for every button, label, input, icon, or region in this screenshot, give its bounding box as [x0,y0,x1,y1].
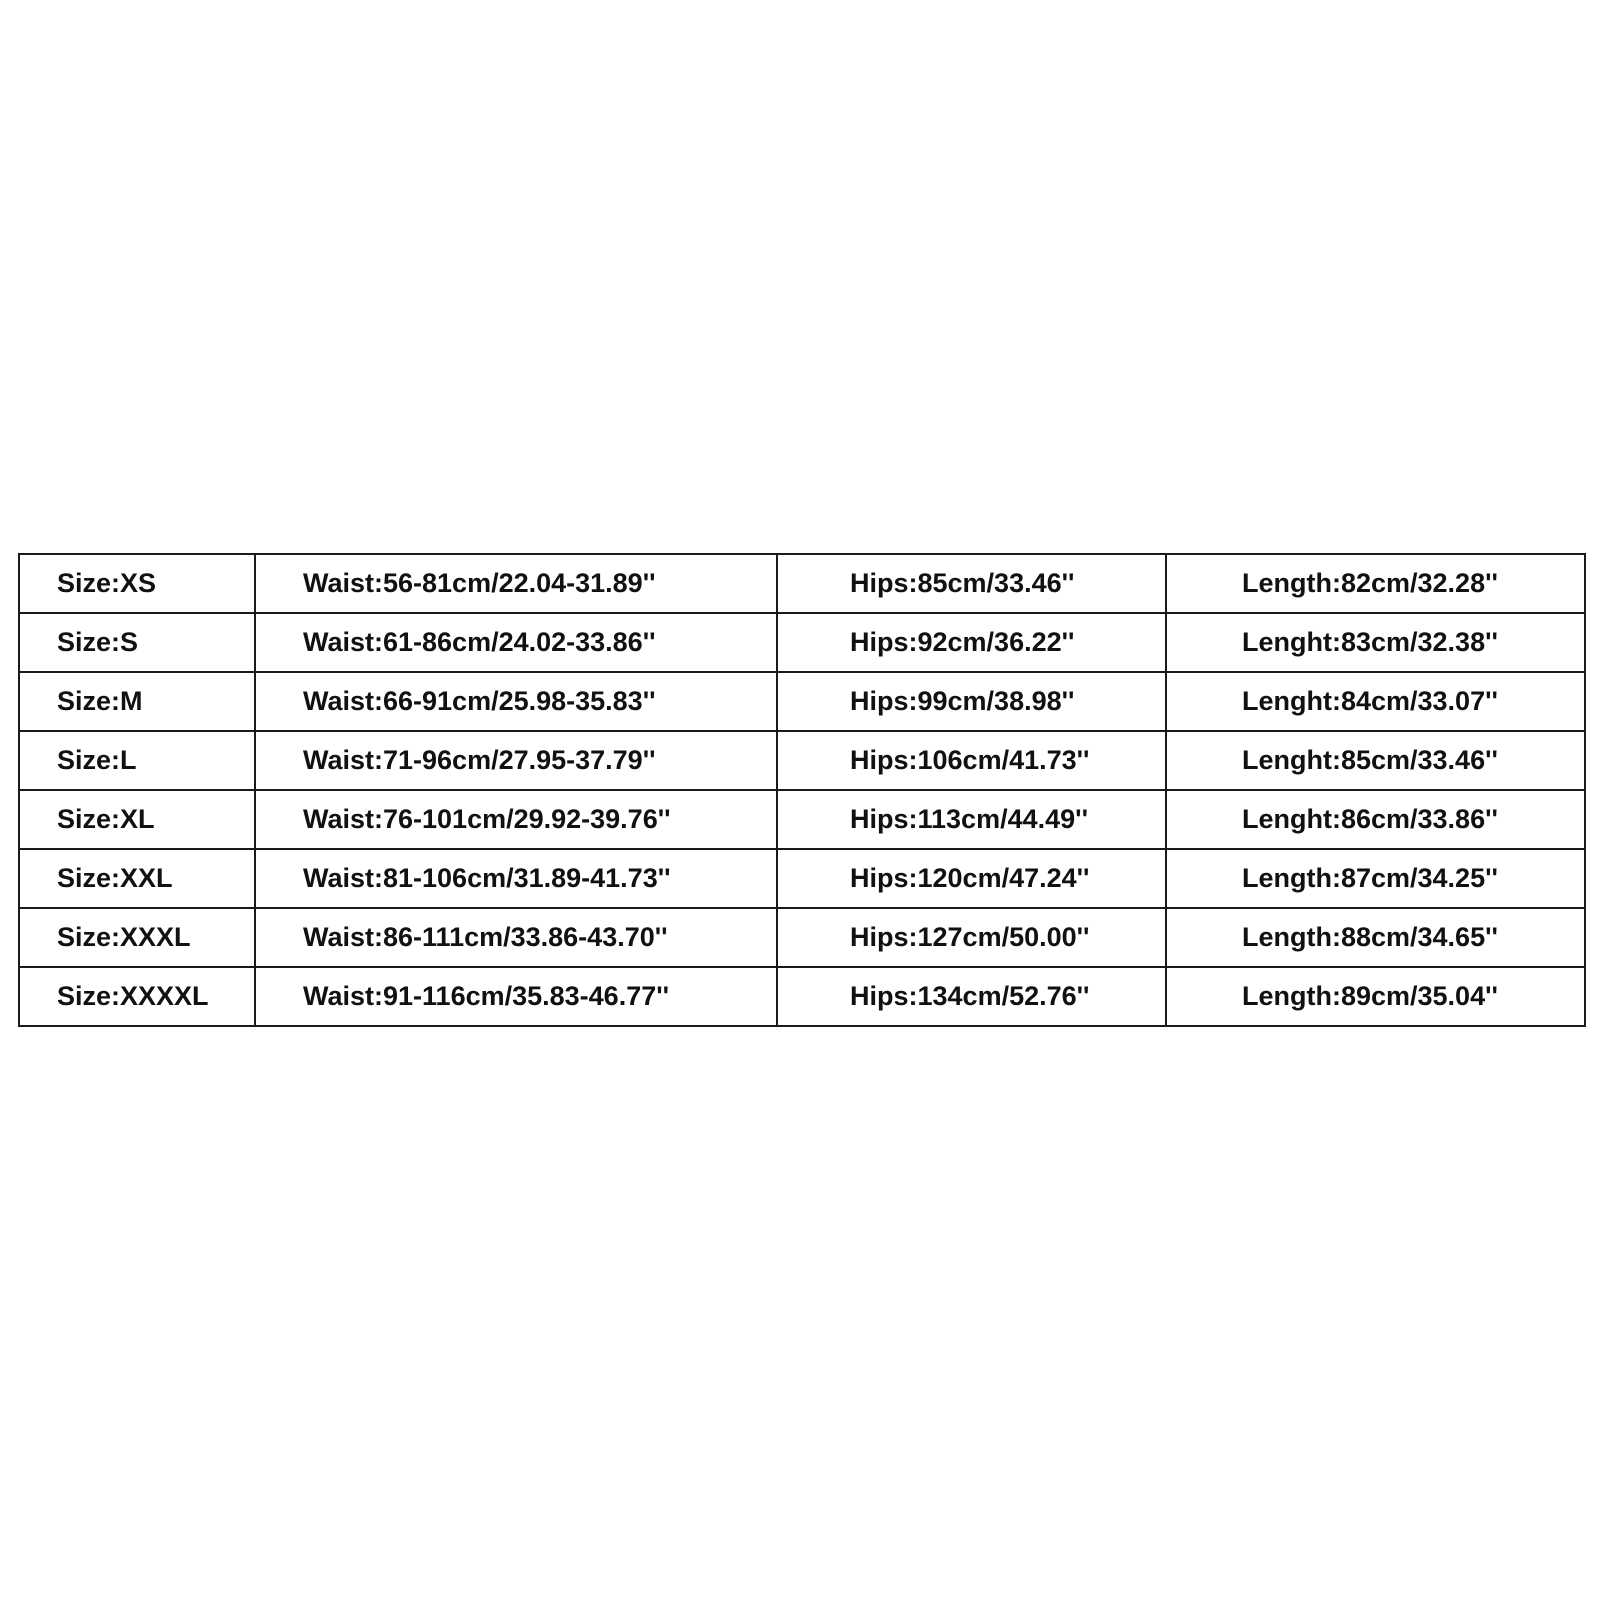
size-cell: Size:XXL [19,849,255,908]
size-cell: Size:L [19,731,255,790]
hips-cell: Hips:134cm/52.76'' [777,967,1166,1026]
waist-cell: Waist:76-101cm/29.92-39.76'' [255,790,777,849]
length-cell: Lenght:86cm/33.86'' [1166,790,1585,849]
waist-cell: Waist:81-106cm/31.89-41.73'' [255,849,777,908]
hips-cell: Hips:99cm/38.98'' [777,672,1166,731]
hips-cell: Hips:92cm/36.22'' [777,613,1166,672]
size-cell: Size:XXXL [19,908,255,967]
length-cell: Length:89cm/35.04'' [1166,967,1585,1026]
waist-cell: Waist:71-96cm/27.95-37.79'' [255,731,777,790]
length-cell: Lenght:85cm/33.46'' [1166,731,1585,790]
hips-cell: Hips:85cm/33.46'' [777,554,1166,613]
table-row [19,672,1585,731]
size-cell: Size:S [19,613,255,672]
table-row [19,908,1585,967]
length-cell: Length:82cm/32.28'' [1166,554,1585,613]
waist-cell: Waist:61-86cm/24.02-33.86'' [255,613,777,672]
waist-cell: Waist:66-91cm/25.98-35.83'' [255,672,777,731]
length-cell: Length:87cm/34.25'' [1166,849,1585,908]
waist-cell: Waist:86-111cm/33.86-43.70'' [255,908,777,967]
hips-cell: Hips:106cm/41.73'' [777,731,1166,790]
hips-cell: Hips:120cm/47.24'' [777,849,1166,908]
table-row [19,967,1585,1026]
size-cell: Size:M [19,672,255,731]
waist-cell: Waist:56-81cm/22.04-31.89'' [255,554,777,613]
length-cell: Lenght:84cm/33.07'' [1166,672,1585,731]
hips-cell: Hips:127cm/50.00'' [777,908,1166,967]
size-cell: Size:XL [19,790,255,849]
size-cell: Size:XXXXL [19,967,255,1026]
table-row [19,554,1585,613]
size-chart-table [18,553,1586,1027]
size-cell: Size:XS [19,554,255,613]
hips-cell: Hips:113cm/44.49'' [777,790,1166,849]
waist-cell: Waist:91-116cm/35.83-46.77'' [255,967,777,1026]
length-cell: Length:88cm/34.65'' [1166,908,1585,967]
table-row [19,731,1585,790]
table-row [19,849,1585,908]
length-cell: Lenght:83cm/32.38'' [1166,613,1585,672]
table-row [19,790,1585,849]
table-row [19,613,1585,672]
